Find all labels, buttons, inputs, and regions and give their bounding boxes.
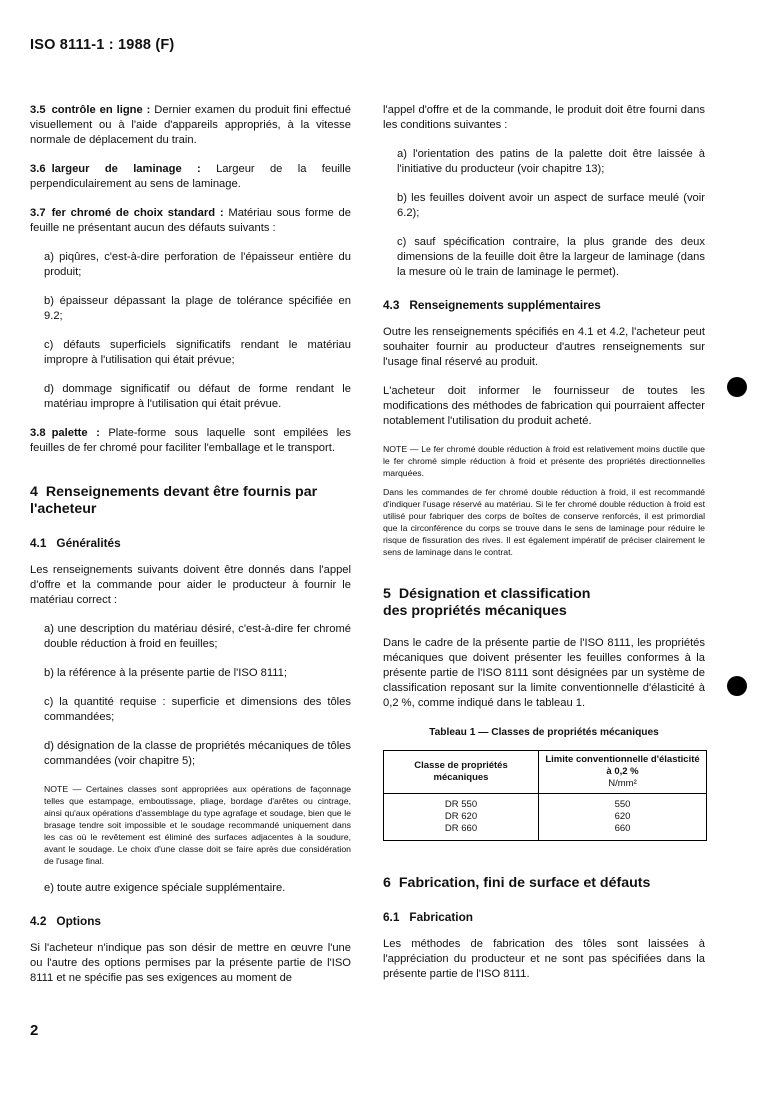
section-6-heading bbox=[383, 875, 705, 892]
section-title: Fabrication bbox=[409, 910, 473, 924]
table-caption: Tableau 1 — Classes de propriétés mécaniques bbox=[429, 727, 659, 738]
clause-3-5 bbox=[30, 103, 351, 148]
paragraph: Les méthodes de fabrication des tôles sont laissées à l'appréciation du producteur et ne sont pas spécifiées dans la présente partie de l'ISO 8111. bbox=[383, 938, 705, 980]
section-title: Renseignements supplémentaires bbox=[409, 298, 601, 312]
paragraph: L'acheteur doit informer le fournisseur de toutes les modifications des méthodes de fabrication qui pourraient affecter notablement l'utilisation du produit acheté. bbox=[383, 385, 705, 427]
list-item: d) dommage significatif ou défaut de forme rendant le matériau impropre à l'utilisation qui était prévue. bbox=[44, 383, 351, 410]
table-cell: 660 bbox=[539, 823, 707, 841]
section-title: Options bbox=[56, 914, 101, 928]
section-title: Renseignements devant être fournis par l'acheteur bbox=[30, 484, 318, 517]
table-row bbox=[384, 811, 707, 823]
clause-3-7 bbox=[30, 206, 351, 236]
list-item: c) la quantité requise : superficie et dimensions des tôles commandées; bbox=[44, 696, 351, 723]
clause-term: largeur de laminage : bbox=[51, 163, 201, 175]
table-header-row bbox=[384, 751, 707, 794]
list-item: c) défauts superficiels significatifs rendant le matériau impropre à l'utilisation qui était prévue; bbox=[44, 339, 351, 366]
clause-number: 3.8 bbox=[30, 427, 46, 439]
paragraph: l'appel d'offre et de la commande, le produit doit être fourni dans les conditions suivantes : bbox=[383, 104, 705, 131]
mechanical-properties-table bbox=[383, 750, 707, 841]
paragraph: Dans le cadre de la présente partie de l'ISO 8111, les propriétés mécaniques que doivent présenter les feuilles conformes à la présente partie de l'ISO 8111 sont désignées par un système de classification reposant sur la limite conventionnelle d'élasticité à 0,2 %, comme indiqué dans le tableau 1. bbox=[383, 637, 705, 709]
note: NOTE — Certaines classes sont appropriées aux opérations de façonnage telles que estampage, emboutissage, pliage, bordage d'arêtes ou cintrage, ainsi qu'aux opérations d'assemblage du type agrafage et soudage, bien que le brasage tendre soit impossible et le soudage recommandé uniquement dans les cas où le revêtement est éliminé des surfaces adjacentes à la soudure, avant le soudage. Le choix d'une classe doit se faire après due considération de l'usage final. bbox=[44, 784, 351, 866]
section-4-3-heading bbox=[383, 298, 705, 313]
table-row bbox=[384, 794, 707, 812]
section-4-2-heading bbox=[30, 914, 351, 929]
change-marker-dot bbox=[727, 377, 747, 397]
table-cell: DR 550 bbox=[384, 794, 539, 812]
clause-term: contrôle en ligne : bbox=[51, 104, 151, 116]
list-item: e) toute autre exigence spéciale supplémentaire. bbox=[44, 882, 286, 894]
page-number: 2 bbox=[30, 1022, 39, 1039]
clause-text: Largeur de la feuille perpendiculairement au sens de laminage. bbox=[30, 163, 351, 190]
note: NOTE — Le fer chromé double réduction à froid est relativement moins ductile que le fer chromé simple réduction à froid et présente des propriétés directionnelles marquées. bbox=[383, 444, 705, 478]
section-number: 6 bbox=[383, 875, 391, 891]
section-4-heading bbox=[30, 484, 351, 518]
list-item: a) une description du matériau désiré, c'est-à-dire fer chromé double réduction à froid en feuilles; bbox=[44, 623, 351, 650]
column-header: Classe de propriétés mécaniques bbox=[384, 751, 539, 794]
list-item: b) les feuilles doivent avoir un aspect de surface meulé (voir 6.2); bbox=[397, 192, 705, 219]
right-column bbox=[383, 103, 705, 996]
table-cell: 620 bbox=[539, 811, 707, 823]
clause-3-6 bbox=[30, 162, 351, 192]
clause-number: 3.7 bbox=[30, 207, 46, 219]
section-number: 4 bbox=[30, 484, 38, 500]
list-item: a) l'orientation des patins de la palette doit être laissée à l'initiative du producteur (voir chapitre 13); bbox=[397, 148, 705, 175]
section-title: Généralités bbox=[56, 536, 121, 550]
section-number: 4.3 bbox=[383, 298, 400, 312]
section-title: Fabrication, fini de surface et défauts bbox=[398, 875, 651, 891]
unit-label: N/mm² bbox=[608, 778, 637, 789]
list-item: b) épaisseur dépassant la plage de tolérance spécifiée en 9.2; bbox=[44, 295, 351, 322]
change-marker-dot bbox=[727, 676, 747, 696]
note: Dans les commandes de fer chromé double réduction à froid, il est recommandé d'indiquer l'usage réservé au matériau. Si le fer chromé double réduction à froid est utilisé pour fabriquer des corps de boîtes de conserve renforcés, il est primordial que la circonférence du corps se trouve dans le sens de laminage pour réduire le risque de fissuration des rives. Il est également impératif de préciser clairement le sens de laminage dans le contrat. bbox=[383, 487, 705, 557]
document-header: ISO 8111-1 : 1988 (F) bbox=[30, 37, 175, 53]
section-number: 5 bbox=[383, 586, 391, 602]
left-column bbox=[30, 103, 351, 1000]
table-row bbox=[384, 823, 707, 841]
section-title-line-2: des propriétés mécaniques bbox=[383, 603, 567, 619]
clause-text: Plate-forme sous laquelle sont empilées les feuilles de fer chromé pour faciliter l'emballage et le transport. bbox=[30, 427, 351, 454]
clause-number: 3.6 bbox=[30, 163, 46, 175]
section-number: 4.1 bbox=[30, 536, 47, 550]
clause-term: palette : bbox=[51, 427, 100, 439]
list-item: a) piqûres, c'est-à-dire perforation de l'épaisseur entière du produit; bbox=[44, 251, 351, 278]
section-5-heading bbox=[383, 586, 705, 620]
section-6-1-heading bbox=[383, 910, 705, 925]
section-number: 4.2 bbox=[30, 914, 47, 928]
list-item: c) sauf spécification contraire, la plus grande des deux dimensions de la feuille doit être la largeur de laminage (dans la mesure où le train de laminage le permet). bbox=[397, 236, 705, 278]
column-header-text: Limite conventionnelle d'élasticité à 0,2 % bbox=[545, 754, 700, 777]
paragraph: Si l'acheteur n'indique pas son désir de mettre en œuvre l'une ou l'autre des options permises par la présente partie de l'ISO 8111 et ne spécifie pas ses exigences au moment de bbox=[30, 942, 351, 984]
clause-number: 3.5 bbox=[30, 104, 46, 116]
clause-3-8 bbox=[30, 426, 351, 456]
clause-text: Matériau sous forme de feuille ne présentant aucun des défauts suivants : bbox=[30, 207, 351, 234]
clause-term: fer chromé de choix standard : bbox=[51, 207, 224, 219]
section-number: 6.1 bbox=[383, 910, 400, 924]
list-item: d) désignation de la classe de propriétés mécaniques de tôles commandées (voir chapitre 5); bbox=[44, 740, 351, 767]
paragraph: Outre les renseignements spécifiés en 4.1 et 4.2, l'acheteur peut souhaiter fournir au producteur d'autres renseignements sur l'usage final réservé au produit. bbox=[383, 326, 705, 368]
column-header bbox=[539, 751, 707, 794]
table-cell: DR 660 bbox=[384, 823, 539, 841]
table-cell: DR 620 bbox=[384, 811, 539, 823]
list-item: b) la référence à la présente partie de l'ISO 8111; bbox=[44, 667, 288, 679]
section-title: Désignation et classification bbox=[398, 586, 591, 602]
clause-text: Dernier examen du produit fini effectué visuellement ou à l'aide d'appareils appropriés, à la vitesse normale de déplacement du train. bbox=[30, 104, 351, 146]
table-cell: 550 bbox=[539, 794, 707, 812]
paragraph: Les renseignements suivants doivent être donnés dans l'appel d'offre et la commande pour aider le producteur à fournir le matériau correct : bbox=[30, 564, 351, 606]
section-4-1-heading bbox=[30, 536, 351, 551]
